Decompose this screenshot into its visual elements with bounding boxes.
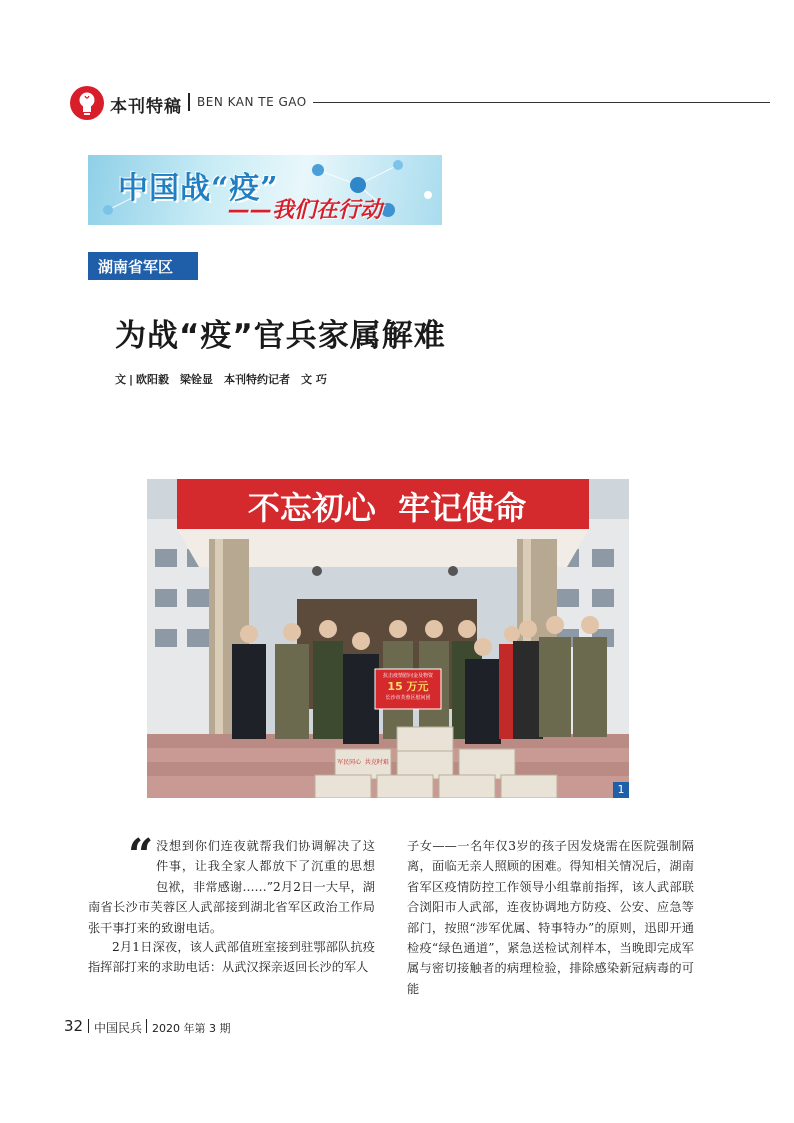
page-number: 32 (64, 1017, 84, 1035)
donation-sign-amount: 15 万元 (387, 680, 429, 693)
issue-label: 2020 年第 3 期 (152, 1022, 231, 1035)
column-title-en: BEN KAN TE GAO (197, 95, 307, 109)
body-left-paragraph-1 (88, 830, 375, 938)
box-label: 军民同心 共克时艰 (337, 759, 389, 766)
byline-prefix: 文 (115, 373, 126, 386)
lightbulb-icon (70, 86, 104, 120)
body-right-paragraph-1 (407, 836, 694, 999)
section-tag-label: 湖南省军区 (98, 258, 174, 276)
header-divider (188, 93, 190, 111)
footer-divider-2 (146, 1019, 147, 1033)
photo-number: 1 (613, 782, 629, 798)
donation-sign-line-3: 长沙市芙蓉区慰问团 (385, 695, 431, 701)
photo-banner-slogan: 不忘初心 牢记使命 (247, 489, 527, 527)
header-rule (313, 102, 770, 103)
footer-divider-1 (88, 1019, 89, 1033)
body-right-text-1: 子女——一名年仅3岁的孩子因发烧需在医院强制隔离，面临无亲人照顾的困难。得知相关情况后，湖南省军区疫情防控工作领导小组靠前指挥，该人武部联合浏阳市人武部，连夜协调地方防疫、公安、应急等部门，按照“涉军优属、特事特办”的原则，迅即开通检疫“绿色通道”，紧急送检试剂样本，当晚即完成军属与密切接触者的病理检验，排除感染新冠病毒的可能 (407, 839, 694, 996)
body-left-text-2: 2月1日深夜，该人武部值班室接到驻鄂部队抗疫指挥部打来的求助电话：从武汉探亲返回长沙的军人 (88, 940, 375, 975)
banner-line-2: ——我们在行动 (228, 198, 383, 223)
byline: 文 | 欧阳毅 梁铨显 本刊特约记者 文 巧 (115, 373, 327, 386)
section-tag (88, 252, 198, 280)
magazine-name: 中国民兵 (94, 1021, 143, 1035)
donation-sign (375, 669, 441, 709)
body-left-paragraph-2 (88, 937, 375, 978)
open-quote-mark: “ (128, 830, 154, 881)
body-left-text-1: 没想到你们连夜就帮我们协调解决了这件事，让我全家人都放下了沉重的思想包袱，非常感谢……”2月2日一大早，湖南省长沙市芙蓉区人武部接到湖北省军区政治工作局张干事打来的致谢电话。 (88, 839, 375, 935)
column-title: 本刊特稿 (110, 97, 182, 117)
donation-sign-line-1: 抗击疫情慰问金及物资 (382, 673, 433, 679)
campaign-banner (88, 155, 442, 225)
article-title: 为战“疫”官兵家属解难 (115, 318, 446, 354)
banner-line-1: 中国战“疫” (118, 171, 279, 206)
article-photo (147, 479, 629, 798)
quote-spacer (88, 830, 156, 896)
byline-authors: 欧阳毅 梁铨显 本刊特约记者 文 巧 (136, 373, 327, 386)
